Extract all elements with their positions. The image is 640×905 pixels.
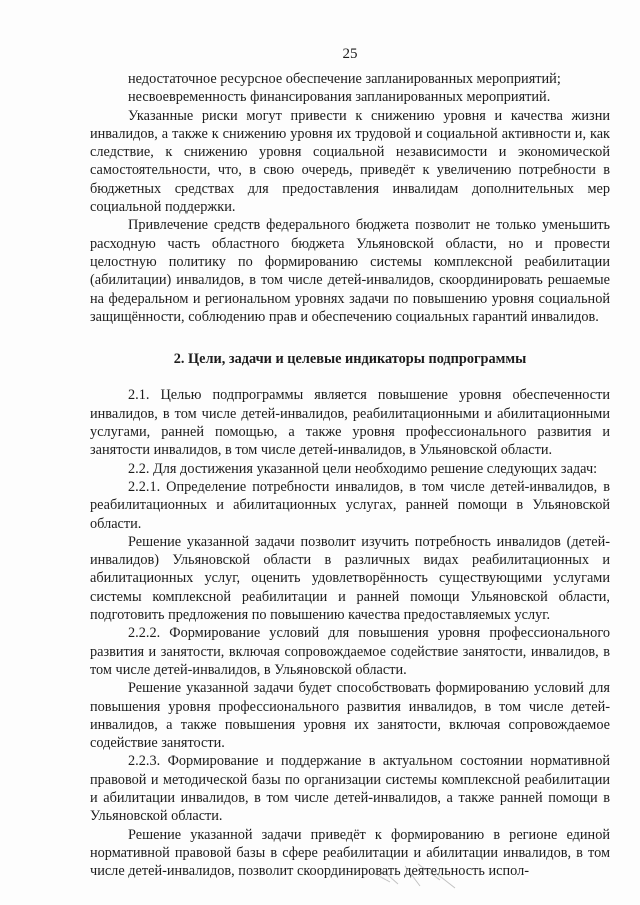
section-heading: 2. Цели, задачи и целевые индикаторы подпрограммы <box>173 351 527 368</box>
paragraph: 2.2.1. Определение потребности инвалидов, в том числе детей-инвалидов, в реабилитационных и абилитационных услугах, ранней помощи в Ульяновской области. <box>90 478 610 532</box>
paragraph: несвоевременность финансирования запланированных мероприятий. <box>128 89 551 106</box>
paragraph: Решение указанной задачи позволит изучить потребность инвалидов (детей-инвалидов) Ульяновской области в различных видах реабилитационных и абилитационных услуг, оценить удовлетворённость существующими услугами системы комплексной реабилитации и ранней помощи Ульяновской области, подготовить предложения по повышению качества предоставляемых услуг. <box>90 533 610 624</box>
paragraph: Указанные риски могут привести к снижению уровня и качества жизни инвалидов, а также к снижению уровня их трудовой и социальной активности и, как следствие, к снижению уровня социальной независимости и экономической самостоятельности, что, в свою очередь, приведёт к увеличению потребности в бюджетных средствах для предоставления инвалидам дополнительных мер социальной поддержки. <box>90 107 610 216</box>
paragraph: 2.2.3. Формирование и поддержание в актуальном состоянии нормативной правовой и методической базы по организации системы комплексной реабилитации и абилитации инвалидов, в том числе детей-инвалидов, а также ранней помощи в Ульяновской области. <box>90 753 610 825</box>
document-body <box>90 70 610 880</box>
paragraph: недостаточное ресурсное обеспечение запланированных мероприятий; <box>128 71 561 87</box>
paragraph: 2.1. Целью подпрограммы является повышение уровня обеспеченности инвалидов, в том числе детей-инвалидов, реабилитационными и абилитационными услугами, ранней помощью, а также уровня профессионального развития и занятости инвалидов, в том числе детей-инвалидов, в Ульяновской области. <box>90 387 610 459</box>
page-number: 25 <box>342 46 358 62</box>
paragraph: 2.2.2. Формирование условий для повышения уровня профессионального развития и занятости, включая сопровождаемое содействие занятости, инвалидов, в том числе детей-инвалидов, в Ульяновской области. <box>90 625 610 678</box>
paragraph: 2.2. Для достижения указанной цели необходимо решение следующих задач: <box>128 460 598 477</box>
paragraph: Решение указанной задачи приведёт к формированию в регионе единой нормативной правовой базы в сфере реабилитации и абилитации инвалидов, в том числе детей-инвалидов, позволит скоординировать деятельность испол- <box>90 826 610 880</box>
paragraph: Привлечение средств федерального бюджета позволит не только уменьшить расходную часть областного бюджета Ульяновской области, но и провести целостную политику по формированию системы комплексной реабилитации (абилитации) инвалидов, в том числе детей-инвалидов, скоординировать решаемые на федеральном и региональном уровнях задачи по повышению уровня социальной защищённости, соблюдению прав и обеспечению социальных гарантий инвалидов. <box>90 217 610 325</box>
paragraph: Решение указанной задачи будет способствовать формированию условий для повышения уровня профессионального развития инвалидов, в том числе детей-инвалидов, а также повышения уровня их занятости, включая сопровождаемое содействие занятости. <box>90 680 610 752</box>
pen-mark-icon <box>370 860 460 890</box>
